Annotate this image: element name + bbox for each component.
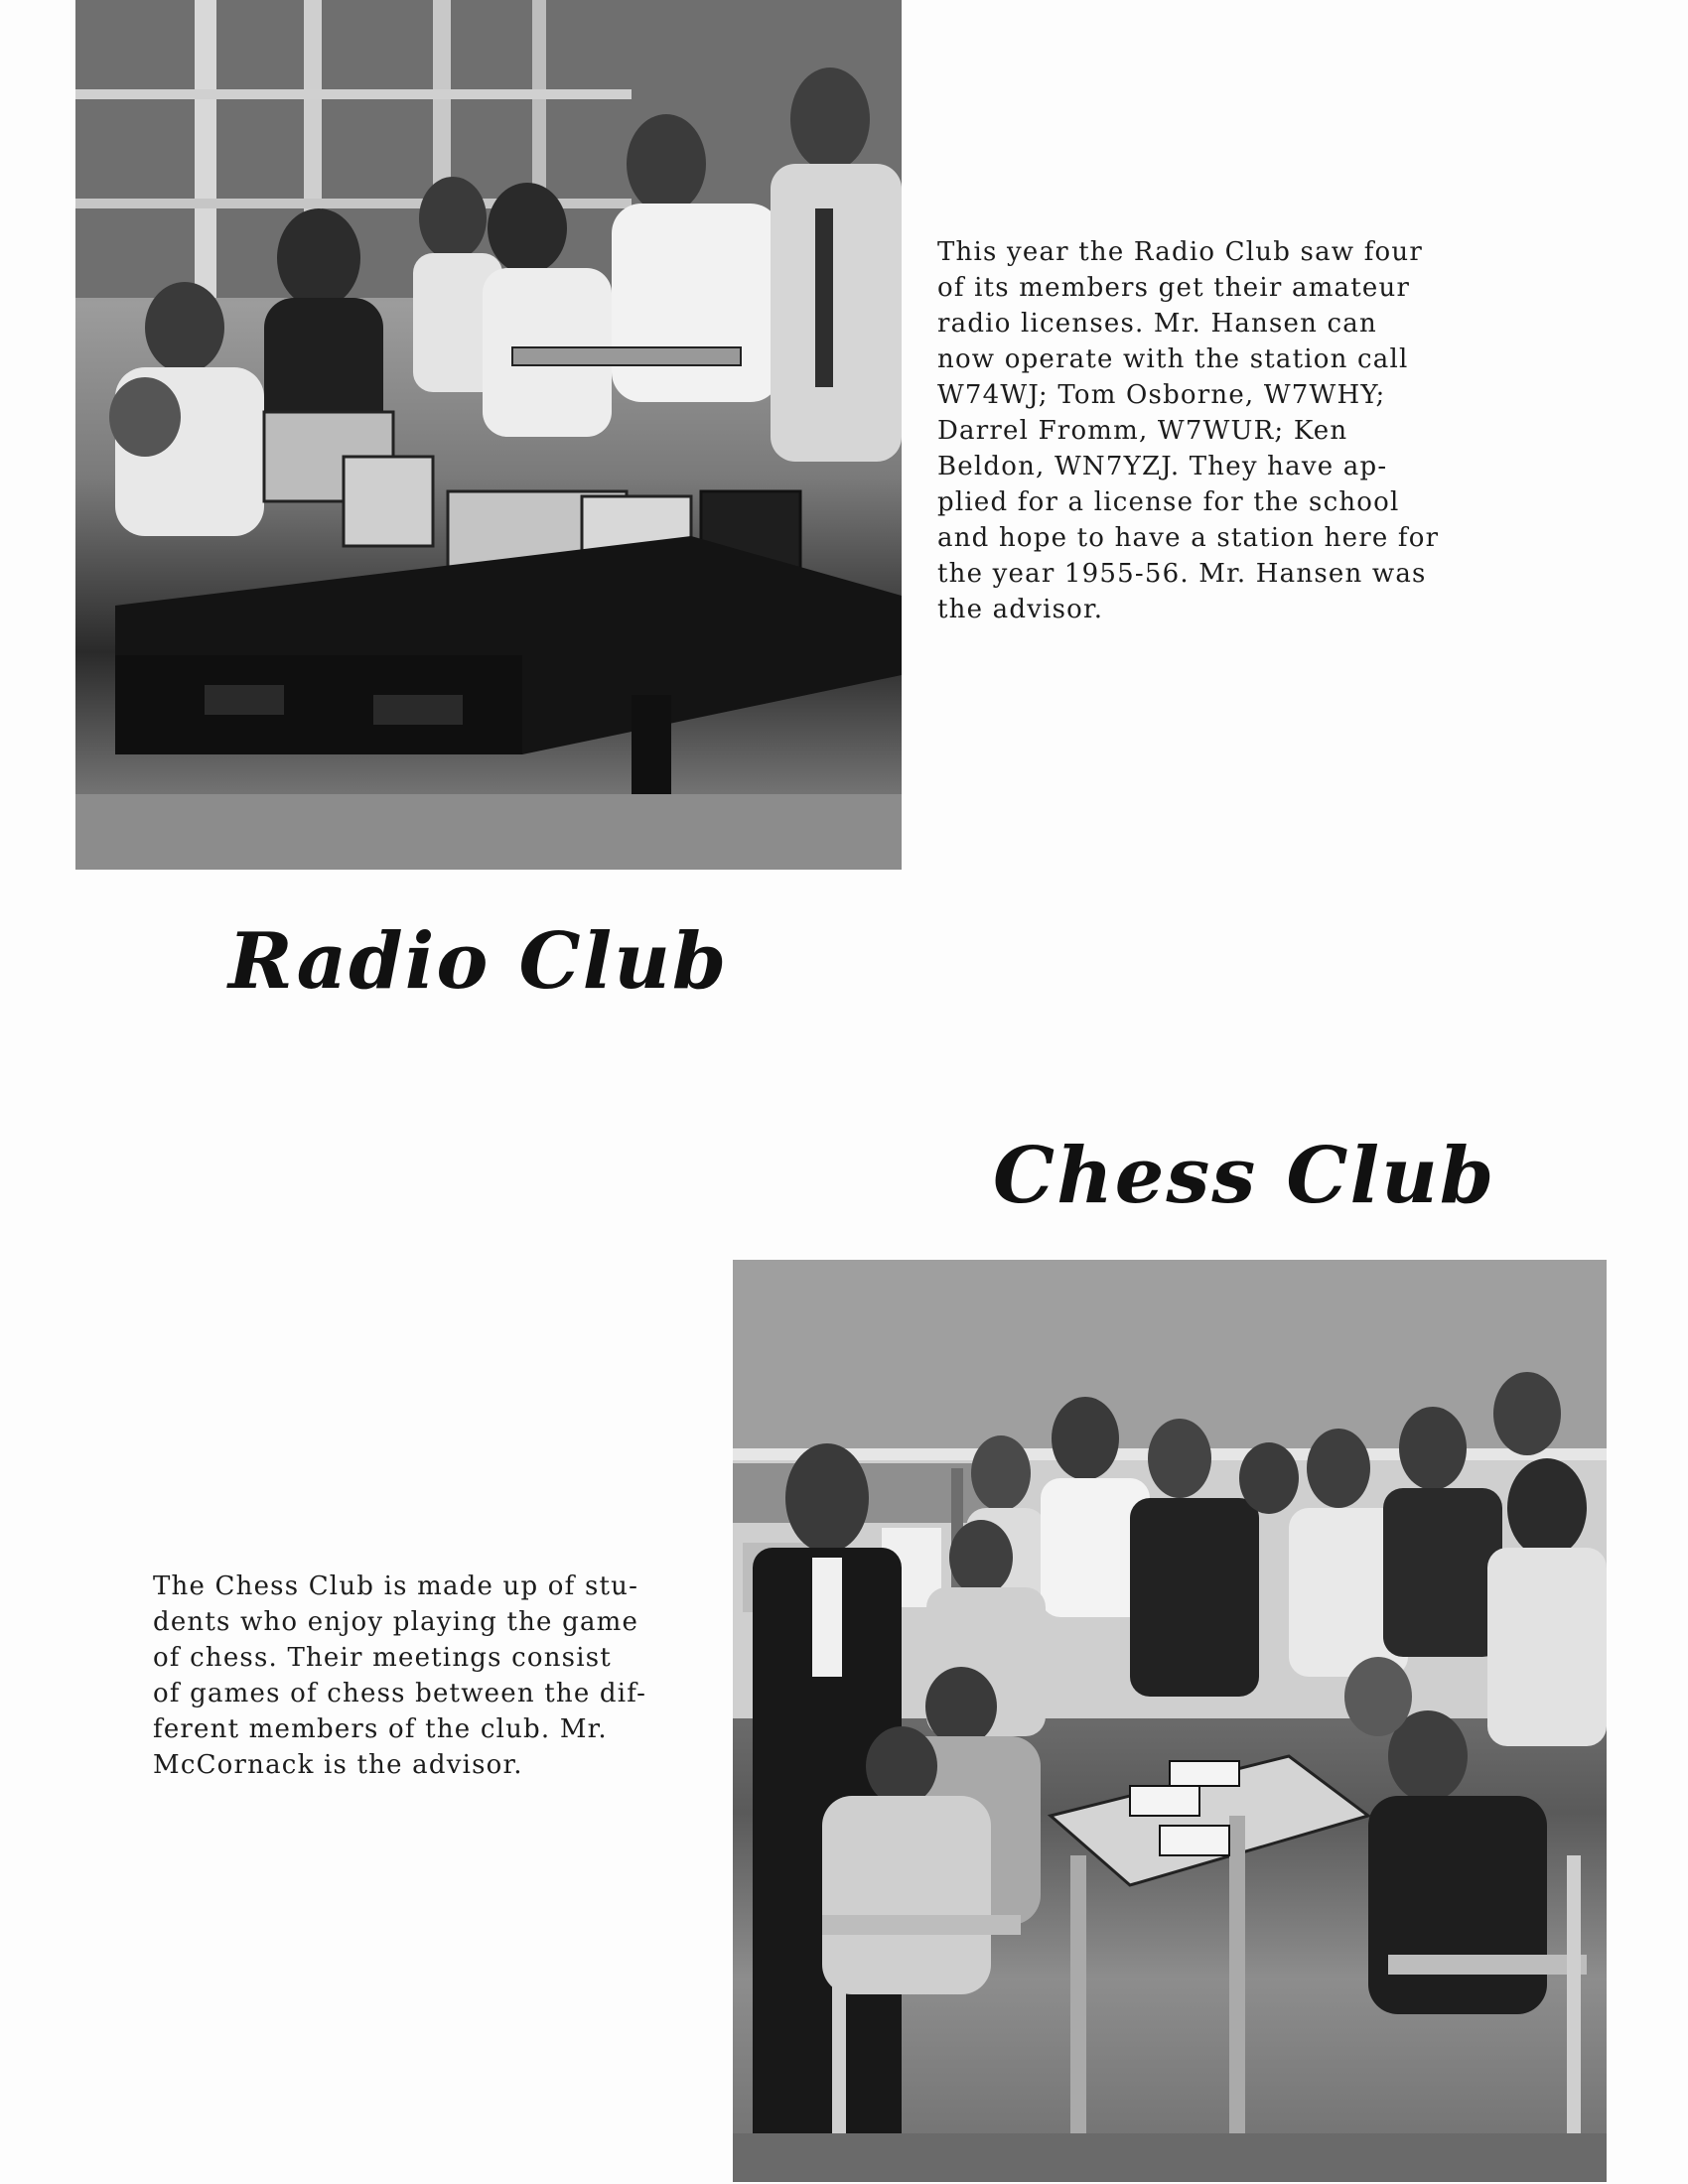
chess-club-caption: The Chess Club is made up of stu- dents who enjoy playing the game of chess. Their meetings consist of games of chess between the dif- ferent members of the club. Mr. McCornack is the advisor. xyxy=(153,1571,647,1780)
radio-club-caption: This year the Radio Club saw four of its members get their amateur radio licenses. Mr. Hansen can now operate with the station call W74WJ; Tom Osborne, W7WHY; Darrel Fromm, W7WUR; Ken Beldon, WN7YZJ. They have ap- plied for a license for the school and hope to have a station here for the year 1955-56. Mr. Hansen was the advisor. xyxy=(937,237,1440,624)
chess-club-photo-art xyxy=(733,1260,1607,2182)
radio-club-heading: Radio Club xyxy=(228,916,729,1007)
radio-club-photo xyxy=(75,0,902,870)
chess-club-photo xyxy=(733,1260,1607,2182)
chess-club-heading: Chess Club xyxy=(993,1131,1496,1221)
radio-club-photo-art xyxy=(75,0,902,870)
